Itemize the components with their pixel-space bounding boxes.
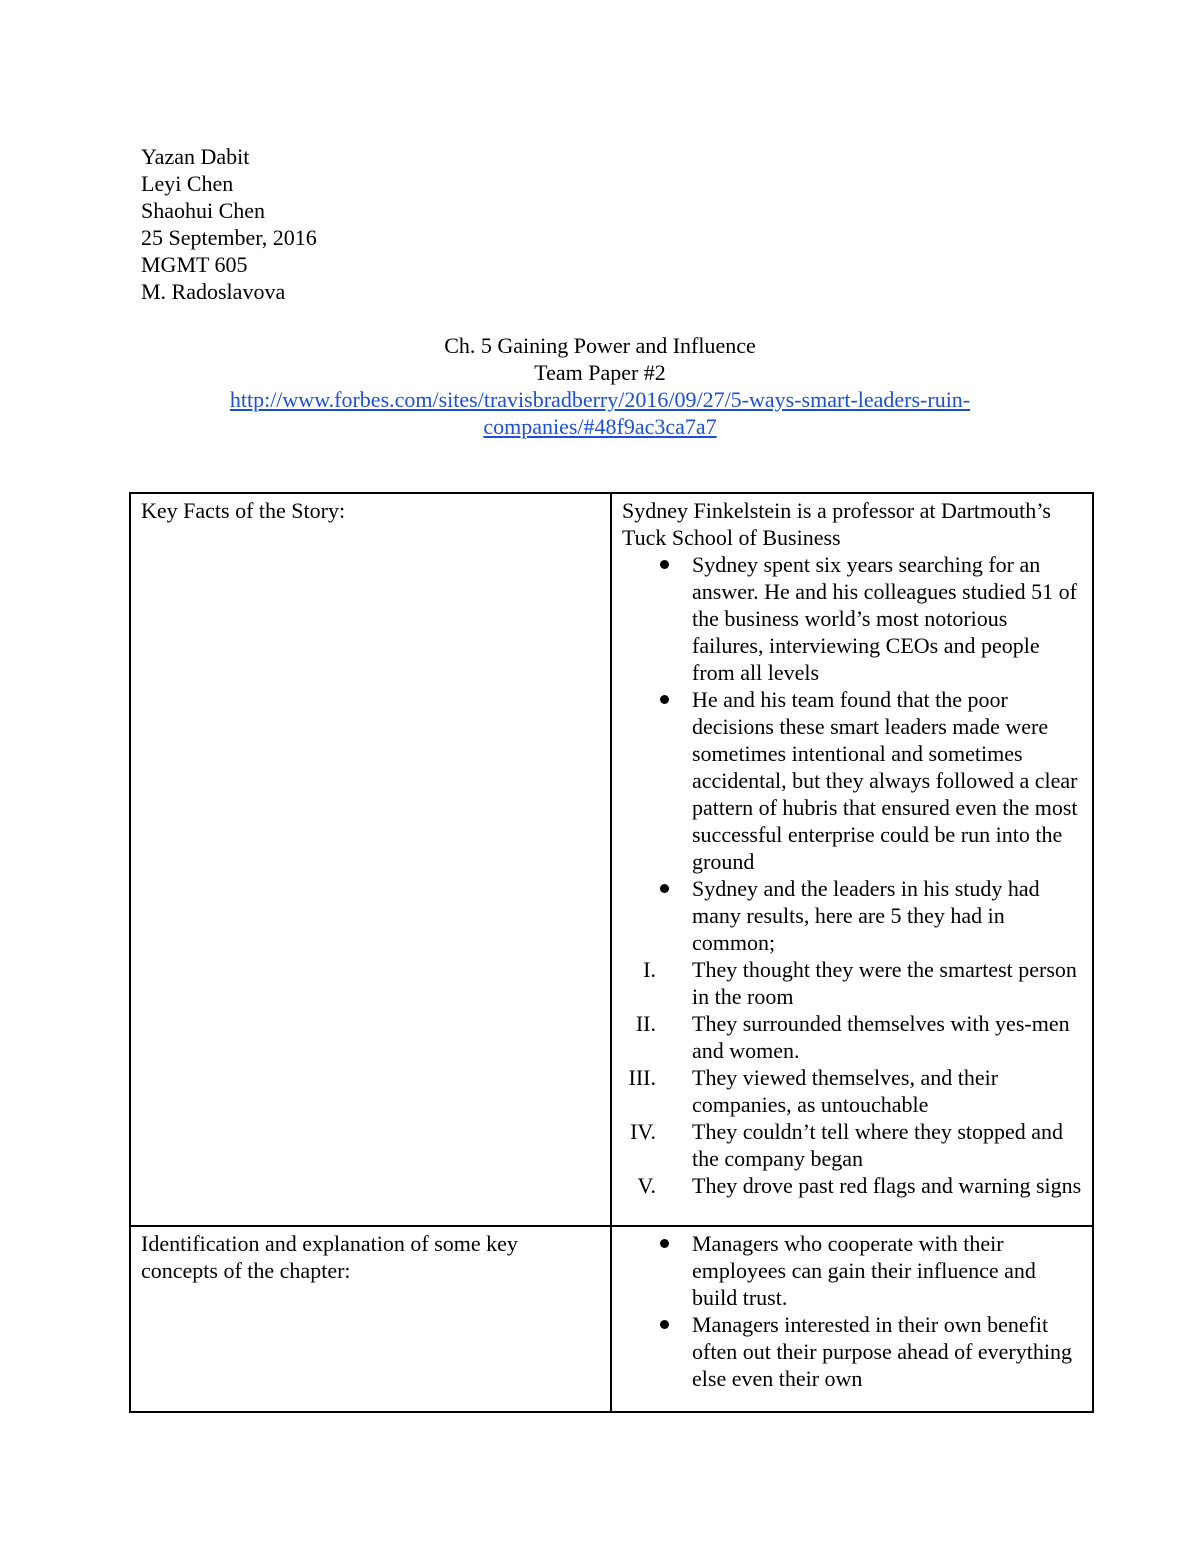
numbered-text: They thought they were the smartest person in the room [692,957,1077,1009]
bullet-text: He and his team found that the poor decisions these smart leaders made were sometimes intentional and sometimes accidental, but they always followed a clear pattern of hubris that ensured even the most successful enterprise could be run into the ground [692,687,1078,874]
numbered-item [622,956,1082,1010]
bullet-icon [622,1230,692,1257]
bullet-icon [622,1311,692,1338]
bullet-icon [622,686,692,713]
key-facts-content-cell [611,493,1093,1226]
author-name-3: Shaohui Chen [141,198,266,223]
author-name-1: Yazan Dabit [141,144,250,169]
key-concepts-label: Identification and explanation of some key concepts of the chapter: [141,1231,518,1283]
chapter-title: Ch. 5 Gaining Power and Influence [444,333,756,358]
document-title-block [130,332,1070,440]
bullet-text: Sydney spent six years searching for an answer. He and his colleagues studied 51 of the business world’s most notorious failures, interviewing CEOs and people from all levels [692,552,1077,685]
numbered-item [622,1118,1082,1172]
author-header [141,143,317,305]
paper-title: Team Paper #2 [534,360,666,385]
source-link-line-2[interactable]: companies/#48f9ac3ca7a7 [483,414,717,439]
roman-numeral: II. [635,1011,656,1036]
author-name-2: Leyi Chen [141,171,234,196]
list-item [622,1230,1082,1311]
key-facts-label-cell [130,493,611,1226]
roman-numeral: IV. [630,1119,656,1144]
numbered-item [622,1172,1082,1199]
key-facts-intro: Sydney Finkelstein is a professor at Dartmouth’s Tuck School of Business [622,498,1051,550]
instructor-name: M. Radoslavova [141,279,286,304]
report-table [129,492,1094,1413]
list-item [622,875,1082,956]
numbered-text: They viewed themselves, and their companies, as untouchable [692,1065,999,1117]
key-concepts-content-cell [611,1226,1093,1412]
numbered-item [622,1010,1082,1064]
numbered-text: They couldn’t tell where they stopped and the company began [692,1119,1064,1171]
document-date: 25 September, 2016 [141,225,317,250]
table-row-key-concepts [130,1226,1093,1412]
list-item [622,551,1082,686]
bullet-text: Sydney and the leaders in his study had many results, here are 5 they had in common; [692,876,1040,955]
numbered-text: They surrounded themselves with yes-men and women. [692,1011,1070,1063]
roman-numeral: V. [637,1173,656,1198]
key-concepts-label-cell [130,1226,611,1412]
numbered-text: They drove past red flags and warning signs [692,1173,1082,1198]
list-item [622,686,1082,875]
course-code: MGMT 605 [141,252,248,277]
bullet-text: Managers interested in their own benefit often out their purpose ahead of everything else even their own [692,1312,1072,1391]
bullet-text: Managers who cooperate with their employees can gain their influence and build trust. [692,1231,1036,1310]
list-item [622,1311,1082,1392]
table-row-key-facts [130,493,1093,1226]
source-link-line-1[interactable]: http://www.forbes.com/sites/travisbradberry/2016/09/27/5-ways-smart-leaders-ruin- [229,387,971,412]
numbered-item [622,1064,1082,1118]
roman-numeral: I. [643,957,656,982]
key-facts-label: Key Facts of the Story: [141,498,346,523]
bullet-icon [622,551,692,578]
roman-numeral: III. [628,1065,656,1090]
bullet-icon [622,875,692,902]
